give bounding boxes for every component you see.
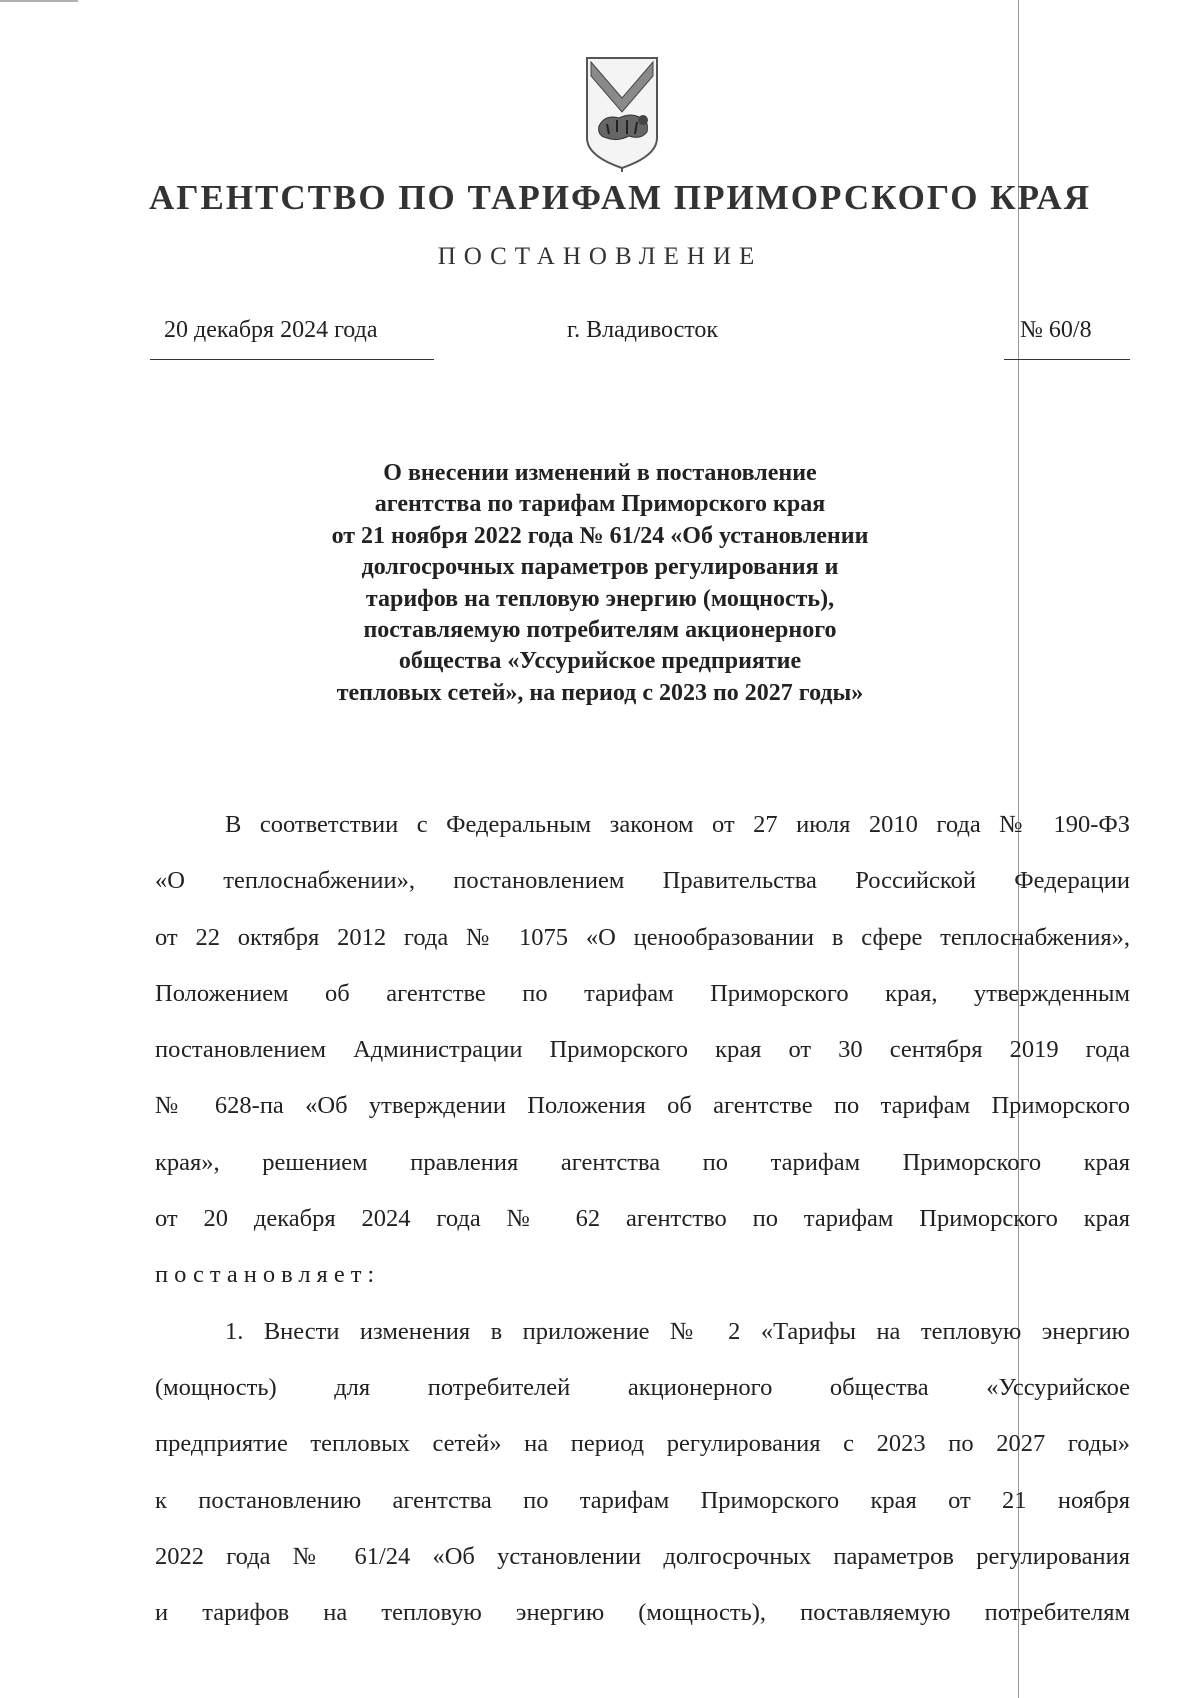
date-underline [150, 359, 434, 360]
body-line: к постановлению агентства по тарифам Приморского края от 21 ноября [155, 1486, 1130, 1514]
scan-corner-mark [0, 0, 78, 2]
subject-line: тепловых сетей», на период с 2023 по 2027 годы» [336, 679, 864, 706]
preamble-paragraph [155, 797, 1130, 1304]
document-type: ПОСТАНОВЛЕНИЕ [437, 243, 763, 270]
body-line: края», решением правления агентства по тарифам Приморского края [155, 1148, 1130, 1176]
coat-of-arms-icon [583, 54, 661, 172]
body-line: предприятие тепловых сетей» на период регулирования с 2023 по 2027 годы» [155, 1430, 1130, 1458]
body-line: 1. Внести изменения в приложение № 2 «Тарифы на тепловую энергию [225, 1317, 1130, 1345]
document-subject [250, 458, 950, 709]
body-line: Положением об агентстве по тарифам Приморского края, утвержденным [155, 979, 1130, 1007]
subject-line: О внесении изменений в постановление [383, 460, 817, 486]
body-line: от 22 октября 2012 года № 1075 «О ценообразовании в сфере теплоснабжения», [155, 923, 1130, 951]
item-1-paragraph [155, 1304, 1130, 1642]
subject-line: общества «Уссурийское предприятие [398, 648, 802, 675]
subject-line: долгосрочных параметров регулирования и [361, 554, 839, 581]
number-underline [1004, 359, 1130, 360]
body-line: от 20 декабря 2024 года № 62 агентство по тарифам Приморского края [155, 1205, 1130, 1233]
body-line: и тарифов на тепловую энергию (мощность), поставляемую потребителям [155, 1599, 1130, 1627]
document-number: № 60/8 [1020, 317, 1092, 343]
body-line: № 628-па «Об утверждении Положения об агентстве по тарифам Приморского [155, 1092, 1130, 1120]
document-city: г. Владивосток [567, 317, 719, 343]
subject-line: агентства по тарифам Приморского края [374, 491, 826, 518]
subject-line: тарифов на тепловую энергию (мощность), [365, 585, 835, 612]
body-line: постановлением Администрации Приморского края от 30 сентября 2019 года [155, 1036, 1130, 1064]
document-body [155, 797, 1130, 1641]
subject-line: от 21 ноября 2022 года № 61/24 «Об установлении [331, 522, 869, 549]
agency-title: АГЕНТСТВО ПО ТАРИФАМ ПРИМОРСКОГО КРАЯ [148, 178, 1092, 217]
body-line: 2022 года № 61/24 «Об установлении долгосрочных параметров регулирования [155, 1542, 1130, 1570]
body-line: (мощность) для потребителей акционерного общества «Уссурийское [155, 1373, 1130, 1401]
body-line: «О теплоснабжении», постановлением Правительства Российской Федерации [155, 867, 1130, 895]
subject-line: поставляемую потребителям акционерного [363, 617, 837, 644]
document-date: 20 декабря 2024 года [164, 317, 378, 343]
body-line: В соответствии с Федеральным законом от 27 июля 2010 года № 190-ФЗ [225, 811, 1130, 838]
resolves-word: постановляет: [155, 1261, 381, 1289]
